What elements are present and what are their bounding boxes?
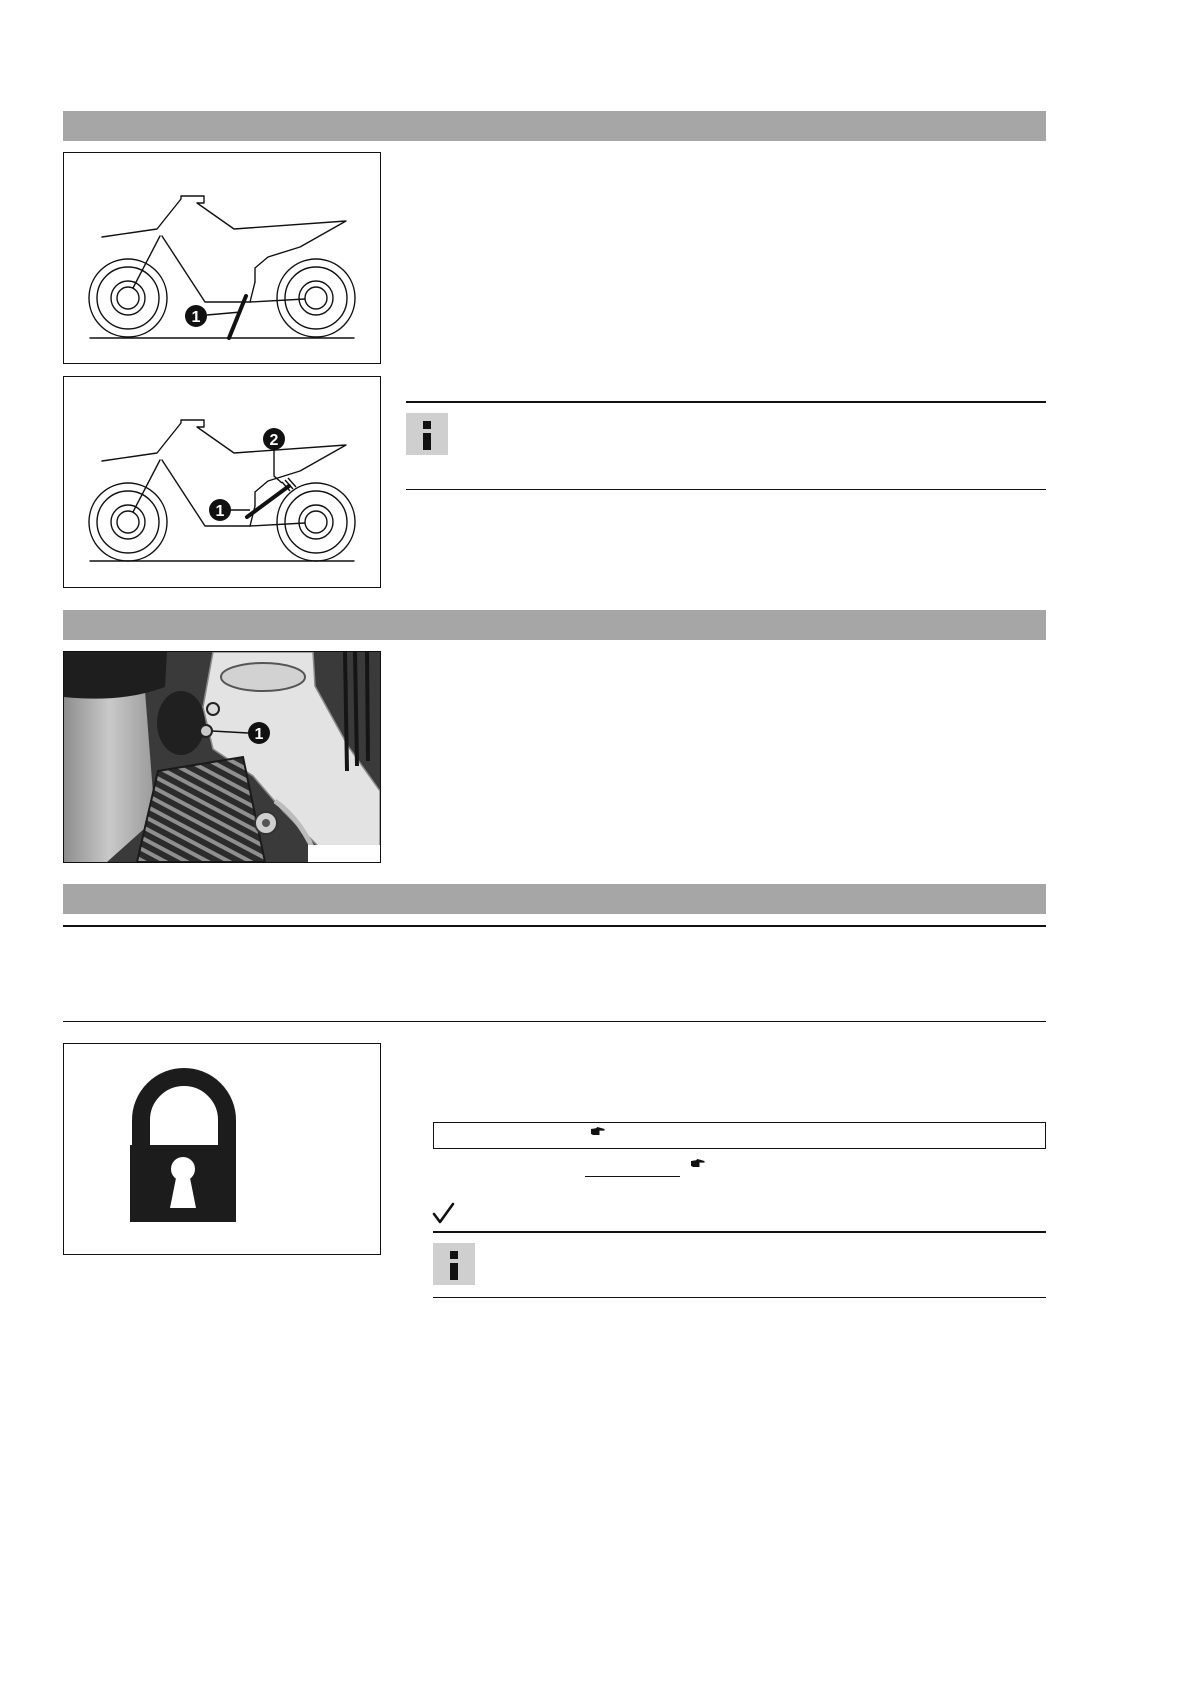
- figure-padlock: [63, 1043, 381, 1255]
- figure-side-stand-folded: [63, 376, 381, 588]
- motorcycle-icon: [64, 377, 380, 587]
- warning-top-rule: [63, 925, 1046, 927]
- callout-label: 1: [191, 309, 201, 326]
- frame-rear: [250, 282, 255, 302]
- photo-label-area: [308, 845, 380, 862]
- callout-label-2: 2: [269, 432, 279, 449]
- padlock-icon: [64, 1044, 380, 1254]
- frame-downtube: [162, 460, 305, 526]
- motorcycle-icon: [64, 153, 380, 363]
- figure-side-stand-extended: [63, 152, 381, 364]
- pointing-hand-icon: [691, 1159, 705, 1168]
- warning-bottom-rule: [63, 1021, 1046, 1022]
- steering-head-tube: [221, 663, 305, 691]
- info-icon: [433, 1243, 475, 1285]
- checkmark-icon: [432, 1202, 456, 1224]
- section-heading-bar-3: [63, 884, 1046, 914]
- note-top-rule: [406, 401, 1046, 403]
- bleed-screw: [207, 703, 219, 715]
- figure-steering-head-photo: [63, 651, 381, 863]
- callout-leader: [207, 312, 241, 315]
- frame-downtube: [162, 236, 305, 302]
- note-bottom-rule: [406, 489, 1046, 490]
- front-fork: [133, 460, 160, 512]
- front-wheel: [89, 259, 167, 337]
- screw-fitting: [200, 725, 212, 737]
- steering-head-photo: [64, 652, 380, 862]
- pointing-hand-icon: [591, 1127, 605, 1136]
- section-heading-bar-1: [63, 111, 1046, 141]
- info-icon: [406, 413, 448, 455]
- rear-wheel: [277, 259, 355, 337]
- callout-label-1: 1: [215, 503, 225, 520]
- note-bottom-rule-2: [433, 1297, 1046, 1298]
- note-top-rule-2: [433, 1231, 1046, 1233]
- front-fork: [133, 236, 160, 288]
- callout-label: 1: [254, 726, 264, 743]
- rear-wheel: [277, 483, 355, 561]
- section-heading-bar-2: [63, 610, 1046, 640]
- cross-reference-link[interactable]: [585, 1160, 680, 1177]
- reference-box: [433, 1122, 1046, 1149]
- padlock-shackle: [141, 1077, 227, 1147]
- hose: [157, 691, 205, 755]
- front-wheel: [89, 483, 167, 561]
